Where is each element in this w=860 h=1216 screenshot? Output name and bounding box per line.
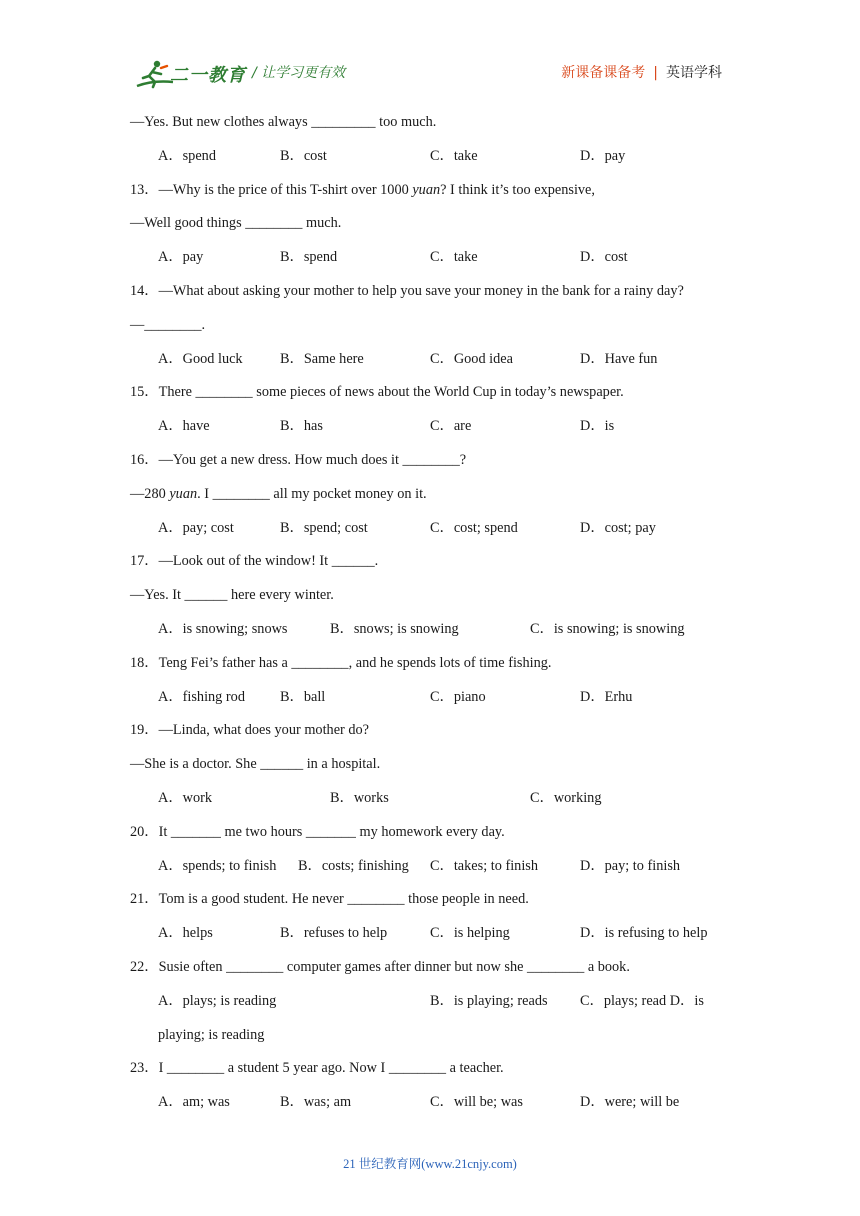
- question-line: 20．It _______ me two hours _______ my homework every day.: [130, 823, 505, 840]
- text-part: . I ________ all my pocket money on it.: [197, 485, 427, 502]
- answer-option: B．spend; cost: [280, 519, 368, 536]
- answer-options: [130, 515, 730, 549]
- question-line: —Well good things ________ much.: [130, 215, 342, 232]
- answer-option: D．pay; to finish: [580, 857, 681, 874]
- answer-options: [130, 616, 730, 650]
- question-line: —Yes. But new clothes always _________ too much.: [130, 114, 437, 130]
- question-line: 14．—What about asking your mother to help you save your money in the bank for a rainy day?: [130, 282, 684, 299]
- answer-option: B．snows; is snowing: [330, 620, 459, 637]
- italic-word: yuan: [412, 181, 441, 198]
- answer-option: C．plays; read D．is: [580, 992, 704, 1009]
- header-separator: |: [653, 65, 658, 81]
- answer-options: [130, 853, 730, 887]
- answer-option: D．were; will be: [580, 1094, 680, 1111]
- answer-option: C．take: [430, 249, 478, 266]
- question-line: [130, 481, 730, 515]
- answer-option: A．am; was: [158, 1094, 230, 1111]
- question-line: 19．—Linda, what does your mother do?: [130, 722, 370, 739]
- answer-option: D．cost: [580, 249, 628, 266]
- page-footer: 21 世纪教育网(www.21cnjy.com): [343, 1157, 517, 1171]
- header-right: [561, 62, 722, 82]
- answer-options: [130, 1089, 730, 1123]
- answer-options: [130, 1022, 730, 1056]
- answer-option: B．costs; finishing: [298, 857, 409, 874]
- answer-option: C．piano: [430, 688, 486, 705]
- question-line: 18．Teng Fei’s father has a ________, and he spends lots of time fishing.: [130, 654, 552, 671]
- answer-option: D．is refusing to help: [580, 925, 708, 942]
- answer-option: B．is playing; reads: [430, 992, 548, 1009]
- slogan: / 让学习更有效: [252, 65, 346, 81]
- answer-option: B．Same here: [280, 350, 364, 367]
- answer-option: C．takes; to finish: [430, 857, 539, 874]
- answer-option: D．Erhu: [580, 688, 633, 705]
- answer-option: C．are: [430, 418, 472, 435]
- answer-options: [130, 684, 730, 718]
- answer-option: C．take: [430, 147, 478, 164]
- answer-options: [130, 413, 730, 447]
- answer-option: A．fishing rod: [158, 688, 245, 705]
- question-line: 16．—You get a new dress. How much does it ________?: [130, 451, 467, 468]
- answer-options: [130, 244, 730, 278]
- answer-option: B．ball: [280, 688, 326, 705]
- answer-option: B．has: [280, 418, 323, 435]
- answer-option: C．is helping: [430, 925, 510, 942]
- question-line: [130, 177, 730, 211]
- answer-option: B．cost: [280, 147, 327, 164]
- logo-text: 二一教育: [170, 65, 246, 86]
- answer-options: [130, 920, 730, 954]
- page-header: [0, 0, 860, 100]
- answer-option: C．Good idea: [430, 350, 513, 367]
- answer-option: D．Have fun: [580, 350, 658, 367]
- answer-option: B．works: [330, 789, 389, 806]
- answer-option: A．spends; to finish: [158, 857, 277, 874]
- question-line: 22．Susie often ________ computer games after dinner but now she ________ a book.: [130, 958, 630, 975]
- answer-option: D．cost; pay: [580, 519, 656, 536]
- answer-options: [130, 988, 730, 1022]
- answer-option: A．have: [158, 418, 210, 435]
- answer-option: A．pay; cost: [158, 519, 234, 536]
- text-part: ? I think it’s too expensive,: [440, 181, 595, 198]
- italic-word: yuan: [169, 485, 198, 502]
- answer-option: B．was; am: [280, 1094, 352, 1111]
- answer-option: A．spend: [158, 147, 216, 164]
- answer-option: A．is snowing; snows: [158, 620, 288, 637]
- question-line: —________.: [130, 316, 206, 333]
- question-line: 21．Tom is a good student. He never ________ those people in need.: [130, 891, 529, 908]
- text-part: 13．—Why is the price of this T-shirt over 1000: [130, 181, 413, 198]
- answer-option: A．Good luck: [158, 350, 243, 367]
- answer-option: A．plays; is reading: [158, 992, 277, 1009]
- answer-option: D．pay: [580, 147, 626, 164]
- answer-option: C．cost; spend: [430, 519, 518, 536]
- answer-option: C．working: [530, 789, 602, 806]
- question-line: 15．There ________ some pieces of news about the World Cup in today’s newspaper.: [130, 384, 624, 401]
- answer-options: [130, 143, 730, 177]
- question-line: —She is a doctor. She ______ in a hospital.: [130, 756, 381, 773]
- answer-option: D．is: [580, 418, 615, 435]
- subject-label: 英语学科: [666, 65, 722, 81]
- question-content: [130, 109, 730, 1123]
- answer-option: B．refuses to help: [280, 925, 388, 942]
- answer-option: A．pay: [158, 249, 204, 266]
- course-tag: 新课备课备考: [561, 65, 646, 81]
- answer-option: A．work: [158, 789, 213, 806]
- answer-option: C．will be; was: [430, 1094, 523, 1111]
- answer-option: B．spend: [280, 249, 338, 266]
- question-line: —Yes. It ______ here every winter.: [130, 587, 334, 604]
- question-line: 17．—Look out of the window! It ______.: [130, 553, 379, 570]
- answer-options: [130, 346, 730, 380]
- question-line: 23．I ________ a student 5 year ago. Now I ________ a teacher.: [130, 1060, 504, 1077]
- answer-option: playing; is reading: [158, 1026, 265, 1043]
- text-part: —280: [130, 485, 170, 502]
- answer-options: [130, 785, 730, 819]
- answer-option: A．helps: [158, 925, 213, 942]
- answer-option: C．is snowing; is snowing: [530, 620, 685, 637]
